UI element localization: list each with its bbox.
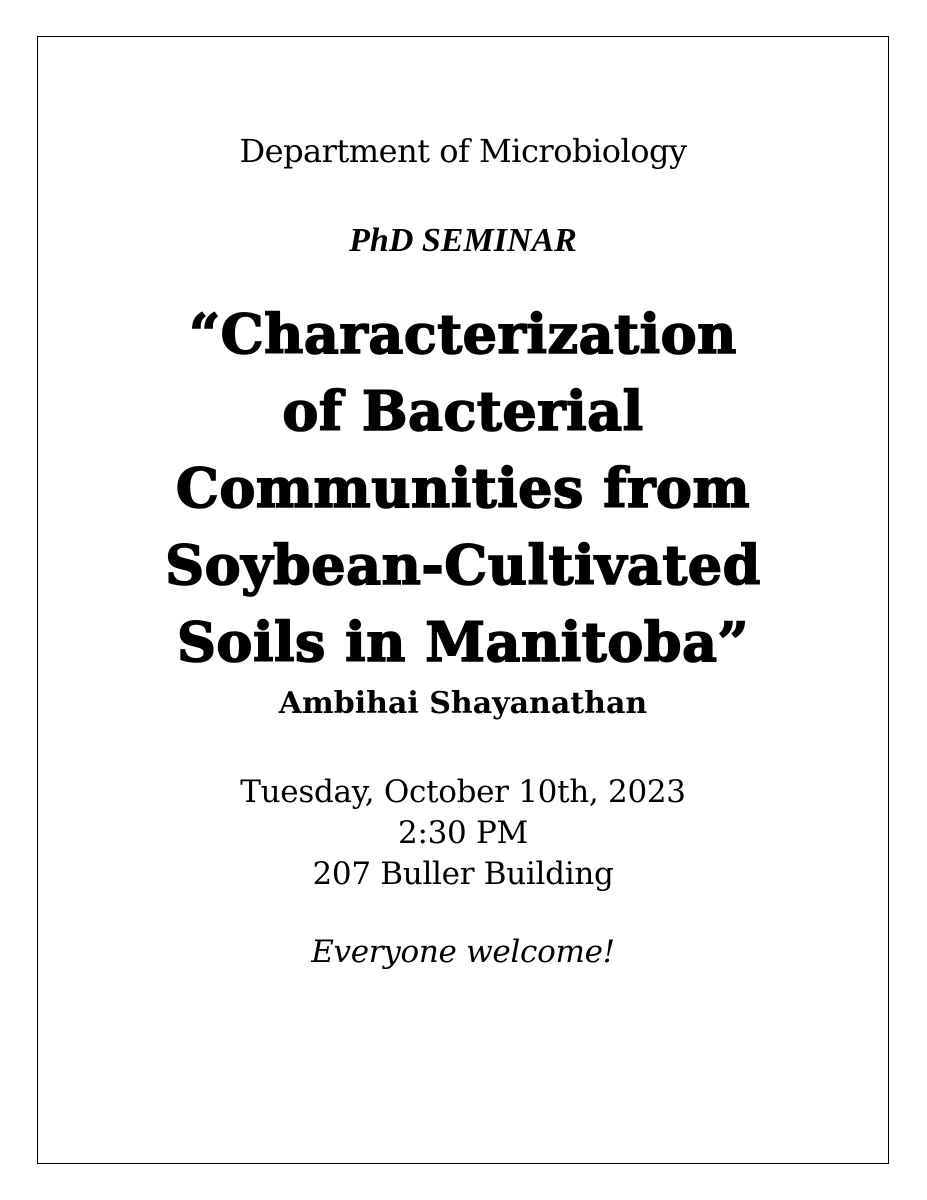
title-line: “Characterization bbox=[189, 302, 737, 366]
welcome-message: Everyone welcome! bbox=[311, 934, 615, 970]
event-location: 207 Buller Building bbox=[312, 856, 614, 892]
title-line: Soybean-Cultivated bbox=[165, 533, 761, 597]
title-line: of Bacterial bbox=[282, 379, 644, 443]
title-line: Communities from bbox=[175, 456, 751, 520]
department-name: Department of Microbiology bbox=[239, 132, 687, 170]
title-line: Soils in Manitoba” bbox=[176, 610, 750, 674]
event-details bbox=[37, 772, 889, 895]
event-time: 2:30 PM bbox=[398, 815, 528, 851]
seminar-title bbox=[37, 296, 889, 681]
event-date: Tuesday, October 10th, 2023 bbox=[240, 774, 686, 810]
seminar-type: PhD SEMINAR bbox=[349, 222, 577, 259]
presenter-name: Ambihai Shayanathan bbox=[278, 686, 648, 721]
